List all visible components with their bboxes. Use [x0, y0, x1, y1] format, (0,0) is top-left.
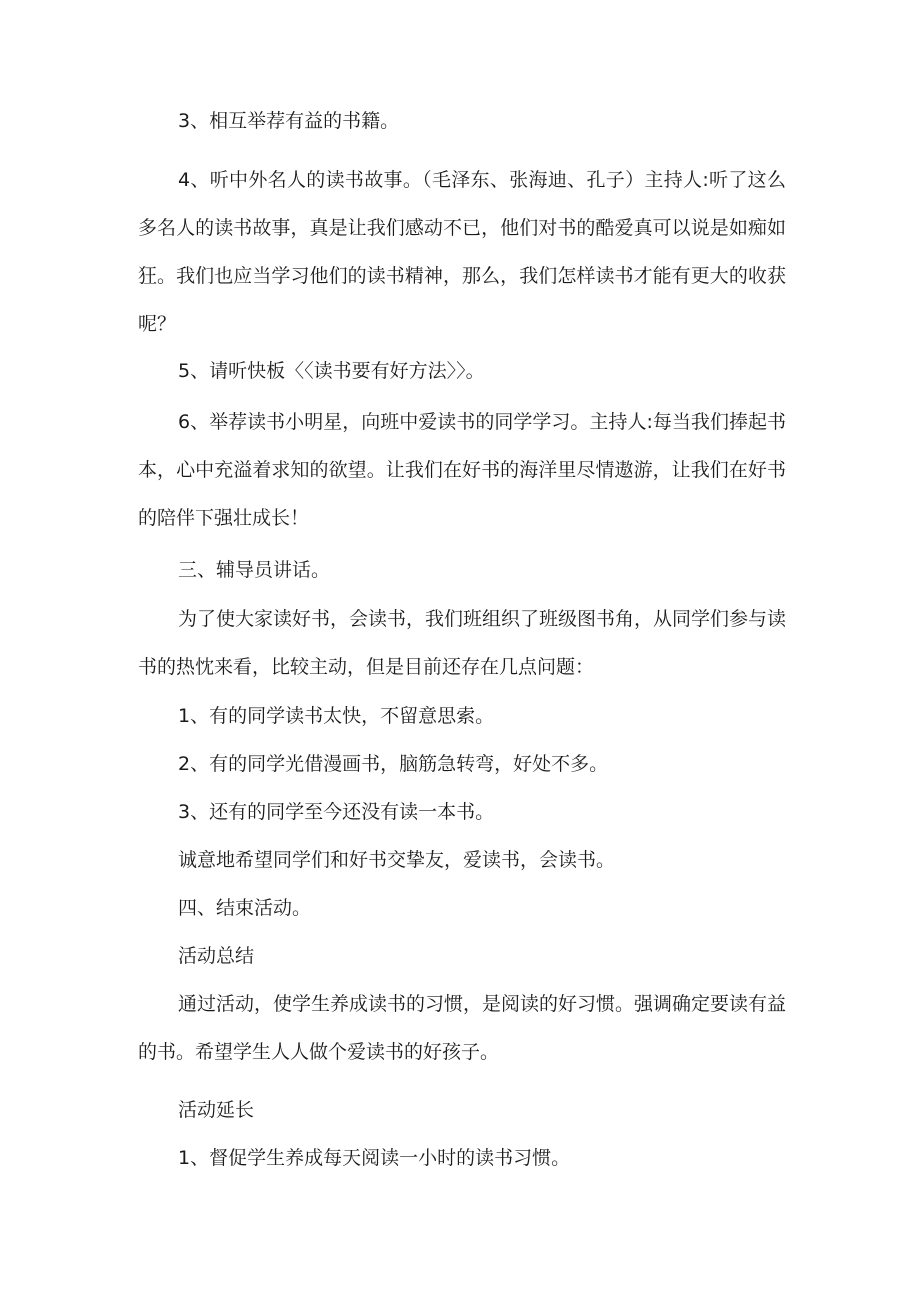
paragraph-4: 6、举荐读书小明星，向班中爱读书的同学学习。主持人:每当我们捧起书本，心中充溢着求知的欲望。让我们在好书的海洋里尽情遨游，让我们在好书的陪伴下强壮成长！	[138, 411, 786, 529]
paragraph-6: 为了使大家读好书，会读书，我们班组织了班级图书角，从同学们参与读书的热忱来看，比较主动，但是目前还存在几点问题：	[138, 608, 787, 678]
paragraph-11: 四、结束活动。	[178, 897, 312, 919]
paragraph-9: 3、还有的同学至今还没有读一本书。	[178, 801, 495, 823]
paragraph-5: 三、辅导员讲话。	[178, 559, 331, 581]
paragraph-10: 诚意地希望同学们和好书交挚友，爱读书，会读书。	[178, 849, 616, 871]
paragraph-3: 5、请听快板〈〈读书要有好方法〉〉。	[178, 360, 485, 382]
paragraph-15: 1、督促学生养成每天阅读一小时的读书习惯。	[178, 1147, 571, 1169]
paragraph-2: 4、听中外名人的读书故事。（毛泽东、张海迪、孔子）主持人:听了这么多名人的读书故事，真是让我们感动不已，他们对书的酷爱真可以说是如痴如狂。我们也应当学习他们的读书精神，那么，我们怎样读书才能有更大的收获呢？	[138, 169, 786, 335]
paragraph-1: 3、相互举荐有益的书籍。	[178, 110, 400, 132]
paragraph-8: 2、有的同学光借漫画书，脑筋急转弯，好处不多。	[178, 753, 609, 775]
paragraph-7: 1、有的同学读书太快，不留意思索。	[178, 705, 495, 727]
section-heading-summary: 活动总结	[178, 945, 255, 967]
section-heading-extension: 活动延长	[178, 1099, 255, 1121]
paragraph-13: 通过活动，使学生养成读书的习惯，是阅读的好习惯。强调确定要读有益的书。希望学生人人做个爱读书的好孩子。	[138, 993, 787, 1063]
